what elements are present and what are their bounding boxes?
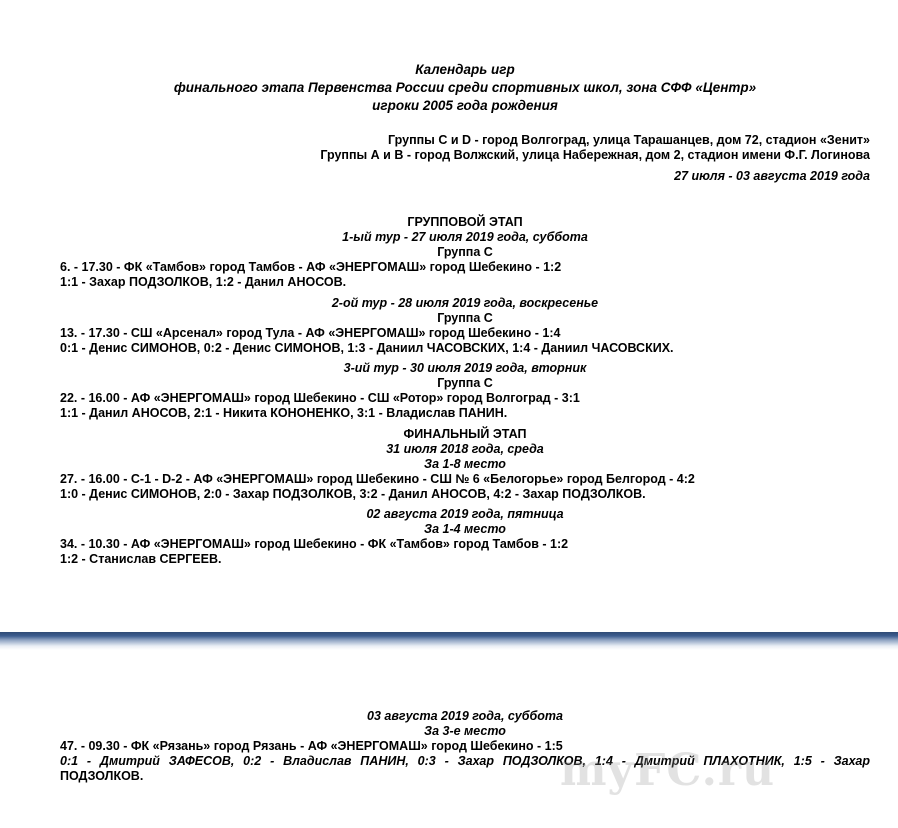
final-place-3: За 3-е место [424, 724, 506, 738]
round2-group: Группа С [437, 311, 493, 325]
venue-line-cd: Группы С и D - город Волгоград, улица Тарашанцев, дом 72, стадион «Зенит» [388, 133, 870, 147]
round3-group: Группа С [437, 376, 493, 390]
goals-line: 1:1 - Захар ПОДЗОЛКОВ, 1:2 - Данил АНОСОВ. [60, 275, 347, 289]
match-line: 22. - 16.00 - АФ «ЭНЕРГОМАШ» город Шебекино - СШ «Ротор» город Волгоград - 3:1 [60, 391, 580, 405]
final-place-1: За 1-8 место [424, 457, 506, 471]
group-stage-heading: ГРУППОВОЙ ЭТАП [407, 215, 523, 229]
doc-subtitle: финального этапа Первенства России среди спортивных школ, зона СФФ «Центр» [173, 80, 757, 95]
goals-line: 0:1 - Дмитрий ЗАФЕСОВ, 0:2 - Владислав ПАНИН, 0:3 - Захар ПОДЗОЛКОВ, 1:4 - Дмитрий ПЛАХОТНИК, 1:5 - Захар [60, 754, 870, 768]
round1-group: Группа С [437, 245, 493, 259]
match-line: 47. - 09.30 - ФК «Рязань» город Рязань - АФ «ЭНЕРГОМАШ» город Шебекино - 1:5 [60, 739, 563, 753]
round3-heading: 3-ий тур - 30 июля 2019 года, вторник [343, 361, 587, 375]
round2-heading: 2-ой тур - 28 июля 2019 года, воскресенье [331, 296, 599, 310]
venue-line-ab: Группы А и В - город Волжский, улица Набережная, дом 2, стадион имени Ф.Г. Логинова [320, 148, 870, 162]
match-line: 6. - 17.30 - ФК «Тамбов» город Тамбов - АФ «ЭНЕРГОМАШ» город Шебекино - 1:2 [60, 260, 562, 274]
final-stage-heading: ФИНАЛЬНЫЙ ЭТАП [403, 427, 527, 441]
round1-heading: 1-ый тур - 27 июля 2019 года, суббота [342, 230, 588, 244]
goals-line: 0:1 - Денис СИМОНОВ, 0:2 - Денис СИМОНОВ, 1:3 - Даниил ЧАСОВСКИХ, 1:4 - Даниил ЧАСОВСКИХ. [60, 341, 674, 355]
page-separator [0, 632, 898, 650]
match-line: 27. - 16.00 - С-1 - D-2 - АФ «ЭНЕРГОМАШ» город Шебекино - СШ № 6 «Белогорье» город Белгород - 4:2 [60, 472, 695, 486]
doc-subtitle-age: игроки 2005 года рождения [372, 98, 558, 113]
final-date-2: 02 августа 2019 года, пятница [366, 507, 564, 521]
final-date-1: 31 июля 2018 года, среда [386, 442, 544, 456]
match-line: 13. - 17.30 - СШ «Арсенал» город Тула - АФ «ЭНЕРГОМАШ» город Шебекино - 1:4 [60, 326, 561, 340]
goals-line-continued: ПОДЗОЛКОВ. [60, 769, 144, 783]
goals-line: 1:0 - Денис СИМОНОВ, 2:0 - Захар ПОДЗОЛКОВ, 3:2 - Данил АНОСОВ, 4:2 - Захар ПОДЗОЛКОВ. [60, 487, 646, 501]
goals-line: 1:2 - Станислав СЕРГЕЕВ. [60, 552, 222, 566]
tournament-dates: 27 июля - 03 августа 2019 года [674, 169, 870, 183]
final-place-2: За 1-4 место [424, 522, 506, 536]
document-page-2 [0, 650, 898, 828]
match-line: 34. - 10.30 - АФ «ЭНЕРГОМАШ» город Шебекино - ФК «Тамбов» город Тамбов - 1:2 [60, 537, 569, 551]
watermark-logo: myFC.ru [560, 745, 776, 796]
doc-title: Календарь игр [415, 62, 515, 77]
goals-line: 1:1 - Данил АНОСОВ, 2:1 - Никита КОНОНЕНКО, 3:1 - Владислав ПАНИН. [60, 406, 508, 420]
final-date-3: 03 августа 2019 года, суббота [367, 709, 563, 723]
